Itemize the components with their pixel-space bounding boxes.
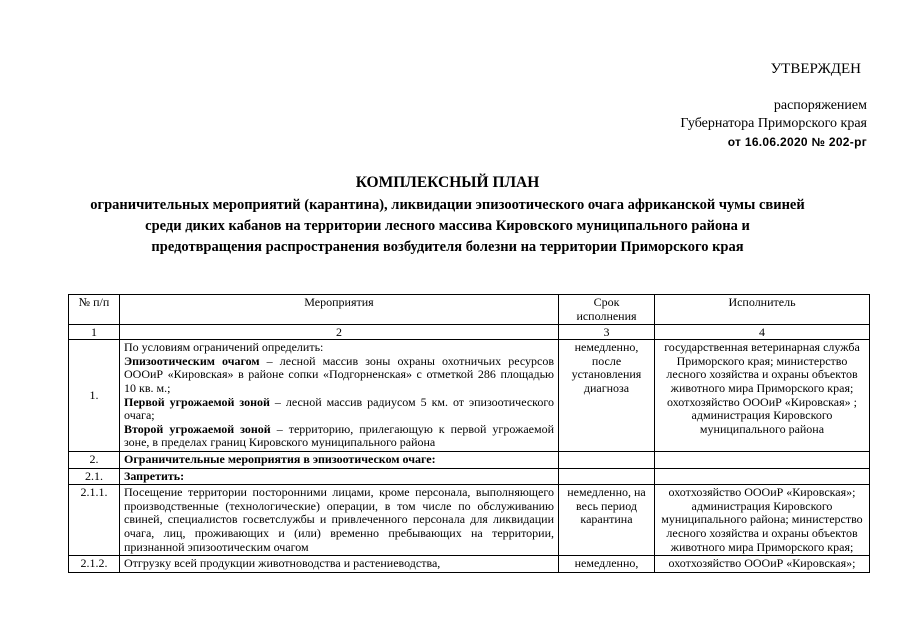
row-term: немедленно, после установления диагноза — [559, 340, 655, 452]
section-heading: Запретить: — [124, 468, 185, 483]
row-term: немедленно, — [559, 556, 655, 573]
action-text: – лесной массив зоны охраны охотничьих ресурсов ОООиР «Кировская» в районе сопки «Подгорненская» с отметкой 286 площадью 10 кв. м.; — [124, 353, 554, 395]
row-term — [559, 451, 655, 468]
action-bold-term: Первой угрожаемой зоной — [124, 394, 270, 409]
row-executor: охотхозяйство ОООиР «Кировская»; — [655, 556, 870, 573]
action-text: – территорию, прилегающую к первой угрожаемой зоне, в пределах границ Кировского муниципального района — [124, 421, 554, 450]
header-action: Мероприятия — [120, 295, 559, 325]
row-action — [120, 340, 559, 452]
row-term: немедленно, на весь период карантина — [559, 485, 655, 556]
row-action — [120, 451, 559, 468]
table-row — [69, 340, 870, 452]
row-executor — [655, 468, 870, 485]
table-row — [69, 556, 870, 573]
row-action: Посещение территории посторонними лицами, кроме персонала, выполняющего производственные (технологические) операции, в том числе по обслуживанию свиней, специалистов госветслужбы и привлеченного персонала для ликвидации очага, лиц, проживающих и (или) временно пребывающих на территории, признанной эпизоотическим очагом — [120, 485, 559, 556]
title-line-3: предотвращения распространения возбудителя болезни на территории Приморского края — [151, 239, 744, 255]
row-action: Отгрузку всей продукции животноводства и растениеводства, — [120, 556, 559, 573]
index-cell-3: 3 — [559, 325, 655, 340]
row-executor: охотхозяйство ОООиР «Кировская»; администрация Кировского муниципального района; министерство лесного хозяйства и охраны объектов животного мира Приморского края; — [655, 485, 870, 556]
row-number: 2.1.2. — [69, 556, 120, 573]
row-executor — [655, 451, 870, 468]
table-row — [69, 451, 870, 468]
approval-heading: УТВЕРЖДЕН — [770, 61, 861, 77]
header-executor: Исполнитель — [655, 295, 870, 325]
approval-stamp — [627, 60, 867, 151]
header-num: № п/п — [69, 295, 120, 325]
row-number: 2.1.1. — [69, 485, 120, 556]
plan-table — [68, 294, 870, 573]
action-text: – лесной массив радиусом 5 км. от эпизоотического очага; — [124, 394, 554, 423]
index-cell-1: 1 — [69, 325, 120, 340]
action-intro: По условиям ограничений определить: — [124, 340, 324, 355]
table-header-row — [69, 295, 870, 325]
table-row — [69, 468, 870, 485]
row-number: 2.1. — [69, 468, 120, 485]
header-term: Срок исполнения — [559, 295, 655, 325]
row-term — [559, 468, 655, 485]
approval-order-type: распоряжением — [773, 98, 867, 113]
title-line-2: среди диких кабанов на территории лесного массива Кировского муниципального района и — [145, 218, 750, 234]
action-bold-term: Второй угрожаемой зоной — [124, 421, 271, 436]
approval-authority: Губернатора Приморского края — [680, 116, 867, 131]
section-heading: Ограничительные мероприятия в эпизоотическом очаге: — [124, 451, 436, 466]
title-line-1: ограничительных мероприятий (карантина), ликвидации эпизоотического очага африканской чумы свиней — [90, 197, 805, 213]
table-row — [69, 485, 870, 556]
row-executor: государственная ветеринарная служба Приморского края; министерство лесного хозяйства и охраны объектов животного мира Приморского края; охотхозяйство ОООиР «Кировская» ; администрация Кировского муниципального района — [655, 340, 870, 452]
document-title — [60, 172, 835, 258]
index-cell-4: 4 — [655, 325, 870, 340]
table-index-row — [69, 325, 870, 340]
action-bold-term: Эпизоотическим очагом — [124, 353, 260, 368]
index-cell-2: 2 — [120, 325, 559, 340]
row-action — [120, 468, 559, 485]
approval-date-number: от 16.06.2020 № 202-рг — [727, 135, 867, 149]
row-number: 2. — [69, 451, 120, 468]
title-main: КОМПЛЕКСНЫЙ ПЛАН — [355, 174, 540, 191]
row-number: 1. — [69, 340, 120, 452]
